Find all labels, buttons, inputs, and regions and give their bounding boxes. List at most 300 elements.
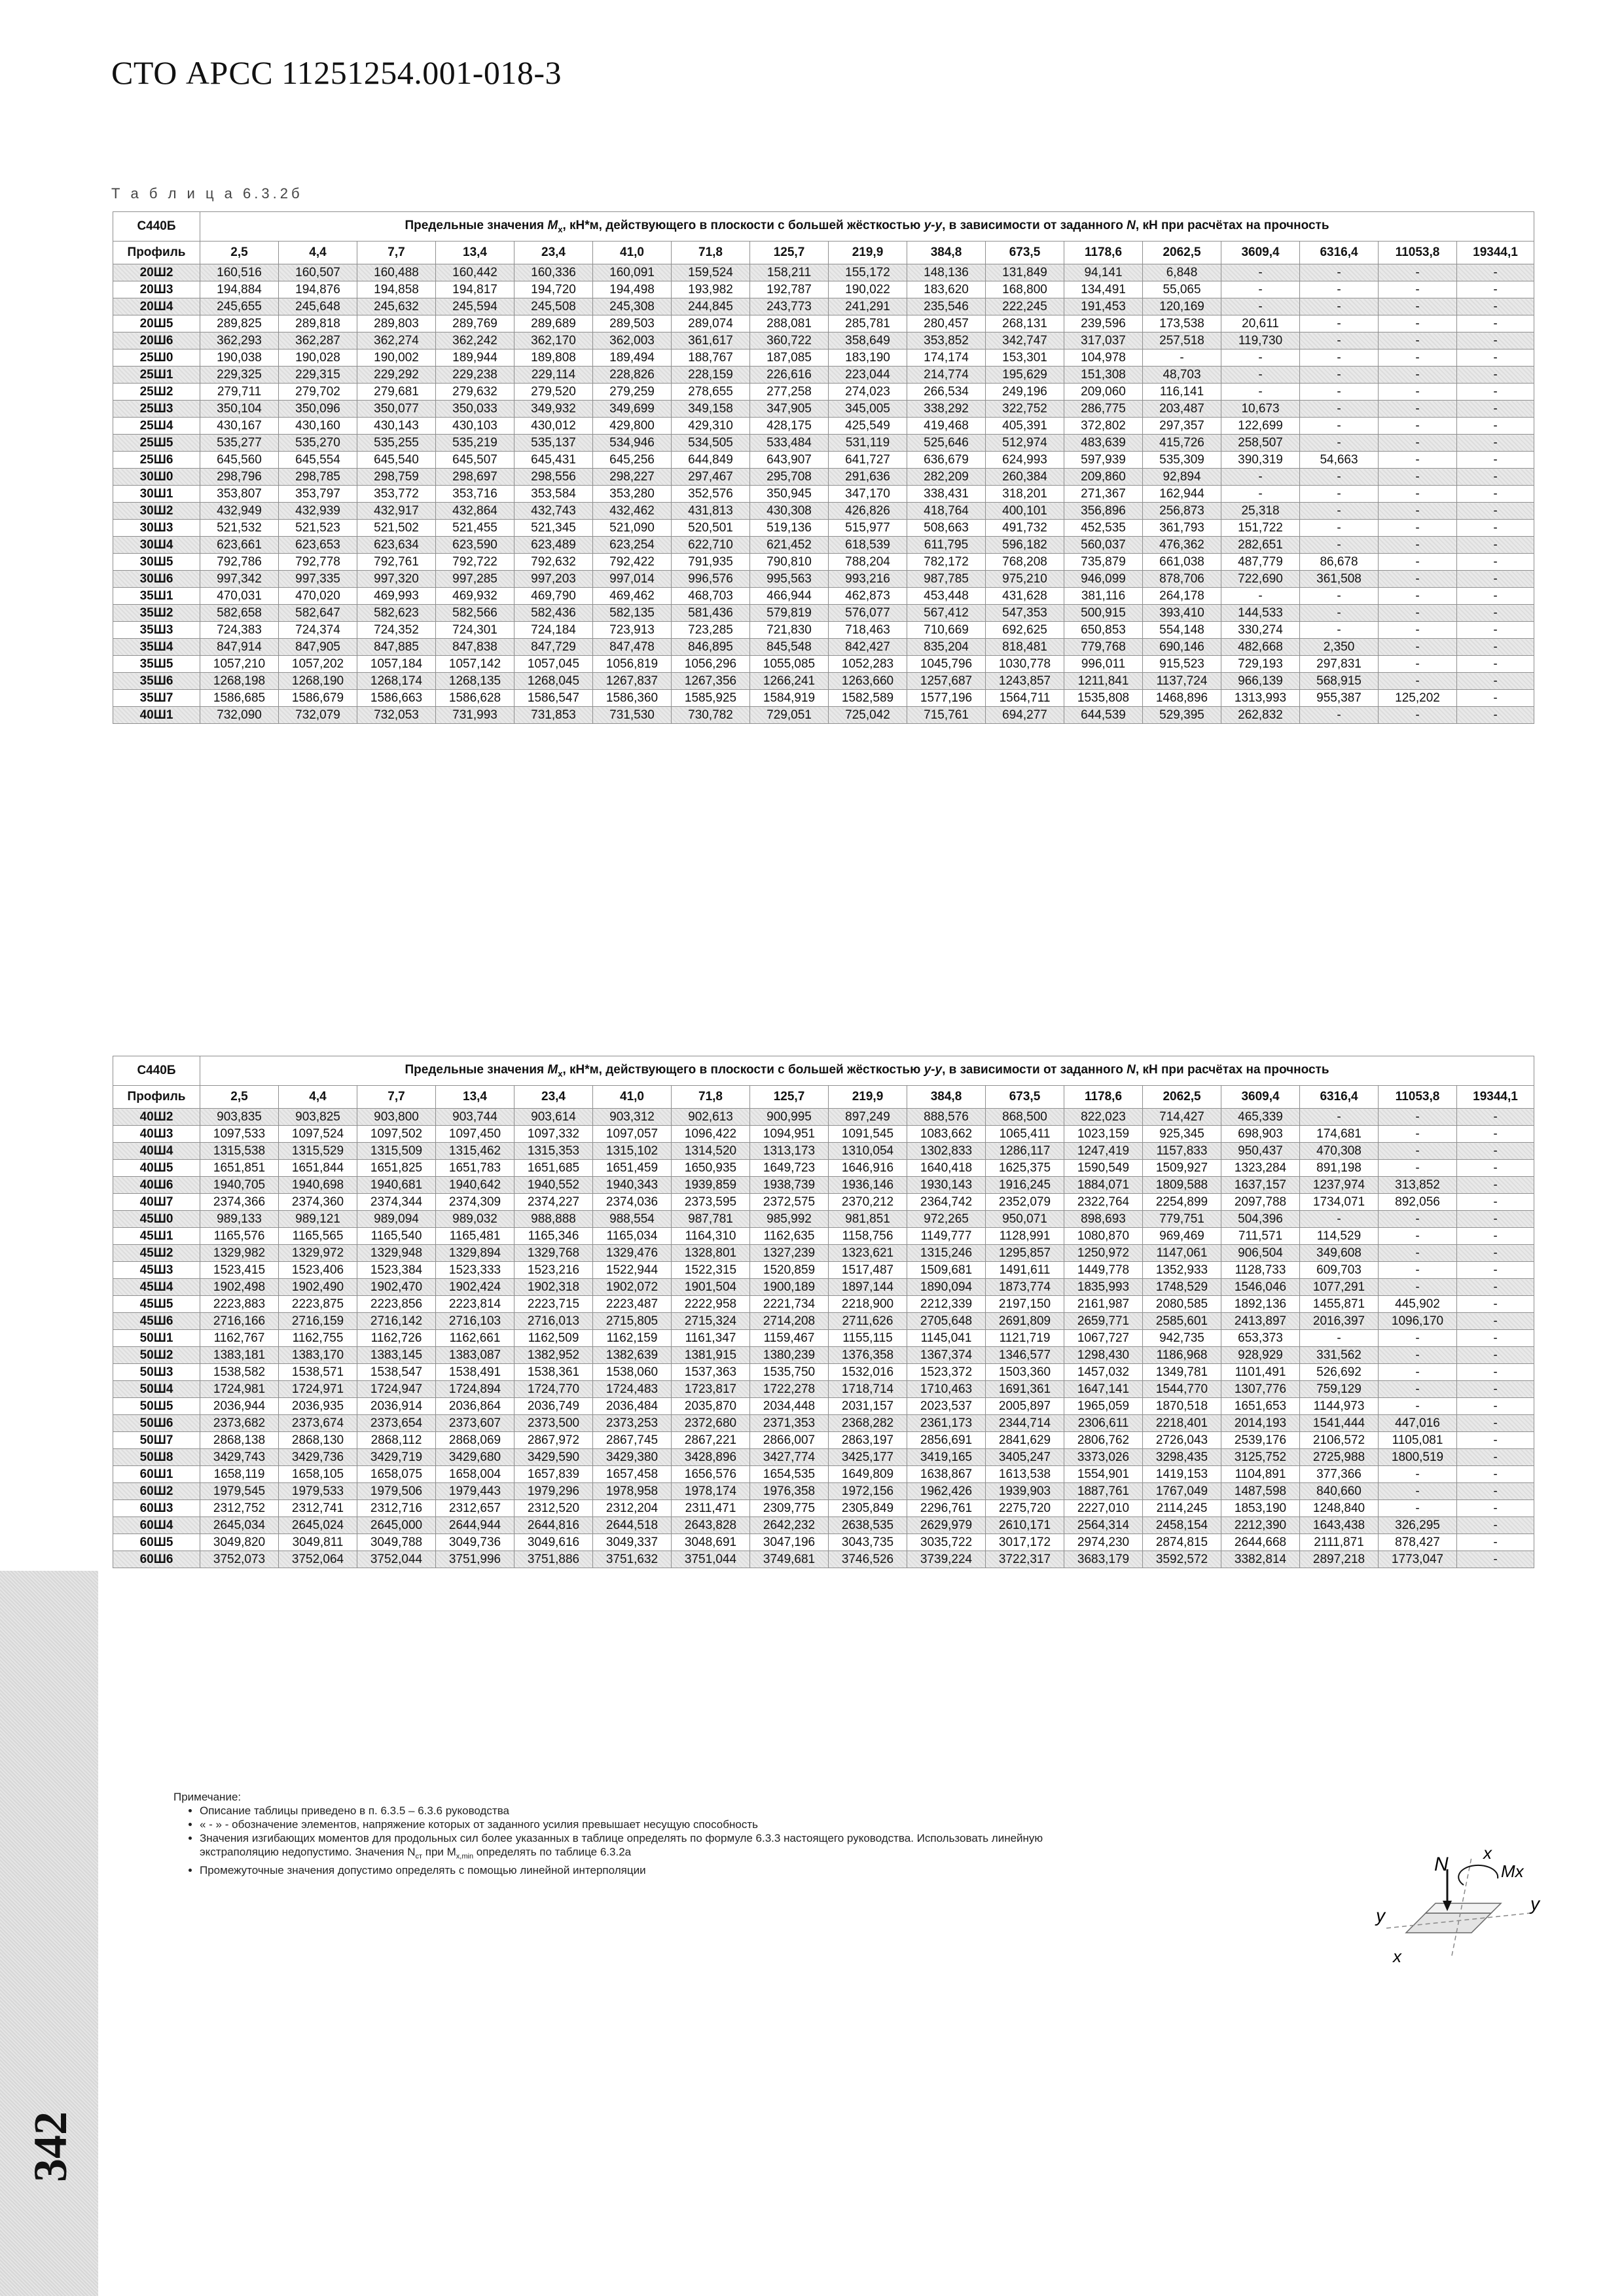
moment-value-cell: 1097,533 xyxy=(200,1126,279,1143)
table-row xyxy=(113,1211,1534,1228)
moment-value-cell: 1165,034 xyxy=(593,1228,672,1245)
table-row xyxy=(113,1500,1534,1517)
table-row xyxy=(113,605,1534,622)
moment-value-cell: 611,795 xyxy=(907,537,986,554)
moment-value-cell: 432,949 xyxy=(200,503,279,520)
moment-value-cell: 2585,601 xyxy=(1143,1313,1221,1330)
moment-value-cell: 291,636 xyxy=(829,469,907,486)
moment-value-cell: 349,699 xyxy=(593,401,672,418)
moment-value-cell: 120,169 xyxy=(1143,298,1221,315)
moment-value-cell: 470,308 xyxy=(1300,1143,1379,1160)
moment-value-cell: 1939,859 xyxy=(672,1177,750,1194)
moment-value-cell: 1161,347 xyxy=(672,1330,750,1347)
moment-value-cell: - xyxy=(1379,571,1457,588)
moment-value-cell: 2305,849 xyxy=(829,1500,907,1517)
moment-value-cell: 280,457 xyxy=(907,315,986,332)
moment-value-cell: 1381,915 xyxy=(672,1347,750,1364)
moment-value-cell: 2036,944 xyxy=(200,1398,279,1415)
moment-value-cell: 1267,356 xyxy=(672,673,750,690)
moment-value-cell: 554,148 xyxy=(1143,622,1221,639)
moment-value-cell: 903,744 xyxy=(436,1109,514,1126)
moment-value-cell: 995,563 xyxy=(750,571,829,588)
moment-value-cell: 426,826 xyxy=(829,503,907,520)
moment-value-cell: 1096,170 xyxy=(1379,1313,1457,1330)
axial-force-column-header: 7,7 xyxy=(357,1086,436,1109)
moment-value-cell: 2642,232 xyxy=(750,1517,829,1534)
moment-value-cell: 3722,317 xyxy=(986,1551,1064,1568)
moment-value-cell: 25,318 xyxy=(1221,503,1300,520)
moment-value-cell: - xyxy=(1221,367,1300,384)
column-header-row xyxy=(113,242,1534,264)
moment-value-cell: 1962,426 xyxy=(907,1483,986,1500)
moment-value-cell: 322,752 xyxy=(986,401,1064,418)
table-row xyxy=(113,537,1534,554)
moment-value-cell: 1890,094 xyxy=(907,1279,986,1296)
moment-value-cell: 1302,833 xyxy=(907,1143,986,1160)
moment-value-cell: - xyxy=(1457,1194,1534,1211)
moment-value-cell: 313,852 xyxy=(1379,1177,1457,1194)
moment-value-cell: 1930,143 xyxy=(907,1177,986,1194)
moment-value-cell: 405,391 xyxy=(986,418,1064,435)
moment-value-cell: - xyxy=(1457,1245,1534,1262)
profile-cell: 35Ш4 xyxy=(113,639,200,656)
moment-value-cell: 229,315 xyxy=(279,367,357,384)
moment-value-cell: 229,238 xyxy=(436,367,514,384)
moment-value-cell: - xyxy=(1379,332,1457,350)
moment-value-cell: 2312,741 xyxy=(279,1500,357,1517)
note-item: • « - » - обозначение элементов, напряжение которых от заданного усилия превышает несущую способность xyxy=(200,1818,1384,1831)
moment-value-cell: 1487,598 xyxy=(1221,1483,1300,1500)
moment-value-cell: 1329,948 xyxy=(357,1245,436,1262)
moment-value-cell: 393,410 xyxy=(1143,605,1221,622)
moment-value-cell: 360,722 xyxy=(750,332,829,350)
axial-force-column-header: 3609,4 xyxy=(1221,1086,1300,1109)
moment-value-cell: 245,308 xyxy=(593,298,672,315)
moment-value-cell: - xyxy=(1457,1211,1534,1228)
moment-value-cell: 2564,314 xyxy=(1064,1517,1143,1534)
moment-value-cell: 1523,406 xyxy=(279,1262,357,1279)
moment-value-cell: 6,848 xyxy=(1143,264,1221,281)
moment-value-cell: 1718,714 xyxy=(829,1381,907,1398)
table-row xyxy=(113,707,1534,724)
moment-value-cell: 415,726 xyxy=(1143,435,1221,452)
moment-value-cell: 1523,372 xyxy=(907,1364,986,1381)
moment-value-cell: 1900,189 xyxy=(750,1279,829,1296)
axial-force-column-header: 1178,6 xyxy=(1064,1086,1143,1109)
moment-value-cell: 729,193 xyxy=(1221,656,1300,673)
profile-cell: 25Ш2 xyxy=(113,384,200,401)
moment-value-cell: 643,907 xyxy=(750,452,829,469)
table-row xyxy=(113,1364,1534,1381)
moment-value-cell: 469,932 xyxy=(436,588,514,605)
axial-force-column-header: 11053,8 xyxy=(1379,1086,1457,1109)
moment-value-cell: 2222,958 xyxy=(672,1296,750,1313)
moment-value-cell: 623,634 xyxy=(357,537,436,554)
moment-value-cell: 987,781 xyxy=(672,1211,750,1228)
moment-value-cell: - xyxy=(1457,639,1534,656)
moment-value-cell: 993,216 xyxy=(829,571,907,588)
profile-cell: 60Ш2 xyxy=(113,1483,200,1500)
profile-cell: 45Ш0 xyxy=(113,1211,200,1228)
moment-value-cell: 1892,136 xyxy=(1221,1296,1300,1313)
moment-value-cell: - xyxy=(1379,452,1457,469)
moment-value-cell: 1710,463 xyxy=(907,1381,986,1398)
moment-value-cell: 338,431 xyxy=(907,486,986,503)
moment-value-cell: 1247,419 xyxy=(1064,1143,1143,1160)
moment-value-cell: 2036,935 xyxy=(279,1398,357,1415)
moment-value-cell: - xyxy=(1457,1347,1534,1364)
profile-cell: 35Ш5 xyxy=(113,656,200,673)
profile-cell: 45Ш3 xyxy=(113,1262,200,1279)
moment-value-cell: 1723,817 xyxy=(672,1381,750,1398)
moment-value-cell: 1586,679 xyxy=(279,690,357,707)
moment-value-cell: - xyxy=(1300,418,1379,435)
profile-cell: 35Ш6 xyxy=(113,673,200,690)
moment-value-cell: 903,800 xyxy=(357,1109,436,1126)
moment-value-cell: 86,678 xyxy=(1300,554,1379,571)
moment-value-cell: 735,879 xyxy=(1064,554,1143,571)
moment-value-cell: 235,546 xyxy=(907,298,986,315)
moment-value-cell: 1329,768 xyxy=(514,1245,593,1262)
moment-value-cell: 997,285 xyxy=(436,571,514,588)
moment-value-cell: 278,655 xyxy=(672,384,750,401)
moment-value-cell: 3049,736 xyxy=(436,1534,514,1551)
moment-value-cell: 950,071 xyxy=(986,1211,1064,1228)
moment-value-cell: - xyxy=(1379,1262,1457,1279)
label-x-top: x xyxy=(1483,1844,1492,1863)
moment-value-cell: - xyxy=(1457,503,1534,520)
moment-value-cell: 722,690 xyxy=(1221,571,1300,588)
moment-value-cell: 878,427 xyxy=(1379,1534,1457,1551)
moment-value-cell: 847,905 xyxy=(279,639,357,656)
moment-value-cell: - xyxy=(1379,401,1457,418)
moment-value-cell: 1237,974 xyxy=(1300,1177,1379,1194)
moment-value-cell: 148,136 xyxy=(907,264,986,281)
moment-value-cell: - xyxy=(1457,622,1534,639)
moment-value-cell: 2716,166 xyxy=(200,1313,279,1330)
moment-value-cell: 1517,487 xyxy=(829,1262,907,1279)
moment-value-cell: 641,727 xyxy=(829,452,907,469)
moment-value-cell: 1097,524 xyxy=(279,1126,357,1143)
moment-value-cell: - xyxy=(1379,298,1457,315)
moment-value-cell: 3373,026 xyxy=(1064,1449,1143,1466)
table-row xyxy=(113,401,1534,418)
moment-value-cell: 622,710 xyxy=(672,537,750,554)
moment-value-cell: 1164,310 xyxy=(672,1228,750,1245)
moment-value-cell: 989,032 xyxy=(436,1211,514,1228)
moment-value-cell: - xyxy=(1457,332,1534,350)
moment-value-cell: 1978,174 xyxy=(672,1483,750,1500)
moment-value-cell: 988,554 xyxy=(593,1211,672,1228)
moment-value-cell: - xyxy=(1457,1364,1534,1381)
moment-value-cell: 1613,538 xyxy=(986,1466,1064,1483)
moment-value-cell: 1902,424 xyxy=(436,1279,514,1296)
moment-value-cell: 260,384 xyxy=(986,469,1064,486)
moment-value-cell: 2897,218 xyxy=(1300,1551,1379,1568)
moment-value-cell: 2005,897 xyxy=(986,1398,1064,1415)
moment-value-cell: 361,793 xyxy=(1143,520,1221,537)
moment-value-cell: - xyxy=(1300,1211,1379,1228)
table-row xyxy=(113,1109,1534,1126)
moment-value-cell: 1748,529 xyxy=(1143,1279,1221,1296)
moment-value-cell: 183,620 xyxy=(907,281,986,298)
moment-value-cell: 1165,576 xyxy=(200,1228,279,1245)
axial-force-column-header: 7,7 xyxy=(357,242,436,264)
moment-value-cell: - xyxy=(1379,1364,1457,1381)
profile-cell: 50Ш4 xyxy=(113,1381,200,1398)
moment-value-cell: 2645,000 xyxy=(357,1517,436,1534)
moment-value-cell: - xyxy=(1379,486,1457,503)
moment-value-cell: 1083,662 xyxy=(907,1126,986,1143)
table-row xyxy=(113,315,1534,332)
moment-value-cell: 946,099 xyxy=(1064,571,1143,588)
moment-value-cell: 298,697 xyxy=(436,469,514,486)
moment-value-cell: 331,562 xyxy=(1300,1347,1379,1364)
moment-value-cell: 996,011 xyxy=(1064,656,1143,673)
moment-value-cell: 289,818 xyxy=(279,315,357,332)
moment-value-cell: 3298,435 xyxy=(1143,1449,1221,1466)
moment-value-cell: 194,817 xyxy=(436,281,514,298)
axial-force-column-header: 41,0 xyxy=(593,1086,672,1109)
moment-value-cell: 289,769 xyxy=(436,315,514,332)
axial-force-column-header: 41,0 xyxy=(593,242,672,264)
moment-value-cell: - xyxy=(1379,350,1457,367)
moment-value-cell: 465,339 xyxy=(1221,1109,1300,1126)
moment-value-cell: 268,131 xyxy=(986,315,1064,332)
moment-value-cell: - xyxy=(1221,384,1300,401)
axial-force-column-header: 4,4 xyxy=(279,1086,357,1109)
moment-value-cell: 1067,727 xyxy=(1064,1330,1143,1347)
moment-value-cell: - xyxy=(1457,1483,1534,1500)
moment-value-cell: - xyxy=(1457,690,1534,707)
table-title: Предельные значения $M_x$, кН*м, действующего в плоскости с большей жёсткостью y-y, в зависимости от заданного N, кН при расчётах на прочность xyxy=(200,1056,1534,1086)
moment-value-cell: 650,853 xyxy=(1064,622,1143,639)
moment-value-cell: 104,978 xyxy=(1064,350,1143,367)
moment-value-cell: 1773,047 xyxy=(1379,1551,1457,1568)
axial-force-column-header: 2,5 xyxy=(200,1086,279,1109)
moment-value-cell: 1979,533 xyxy=(279,1483,357,1500)
moment-value-cell: 1349,781 xyxy=(1143,1364,1221,1381)
note-item: • Описание таблицы приведено в п. 6.3.5 – 6.3.6 руководства xyxy=(200,1804,1384,1818)
moment-value-cell: 997,014 xyxy=(593,571,672,588)
moment-value-cell: 3746,526 xyxy=(829,1551,907,1568)
moment-value-cell: 158,211 xyxy=(750,264,829,281)
moment-value-cell: 1383,170 xyxy=(279,1347,357,1364)
moment-value-cell: 1651,653 xyxy=(1221,1398,1300,1415)
moment-value-cell: 349,158 xyxy=(672,401,750,418)
moment-value-cell: 969,469 xyxy=(1143,1228,1221,1245)
moment-value-cell: 1916,245 xyxy=(986,1177,1064,1194)
moment-value-cell: 1586,360 xyxy=(593,690,672,707)
moment-value-cell: 297,467 xyxy=(672,469,750,486)
moment-value-cell: - xyxy=(1300,469,1379,486)
moment-value-cell: 2868,130 xyxy=(279,1432,357,1449)
moment-value-cell: 1853,190 xyxy=(1221,1500,1300,1517)
moment-value-cell: 2539,176 xyxy=(1221,1432,1300,1449)
moment-value-cell: 515,977 xyxy=(829,520,907,537)
moment-value-cell: 160,488 xyxy=(357,264,436,281)
moment-value-cell: 847,838 xyxy=(436,639,514,656)
moment-value-cell: 244,845 xyxy=(672,298,750,315)
moment-value-cell: 1097,057 xyxy=(593,1126,672,1143)
moment-value-cell: 288,081 xyxy=(750,315,829,332)
profile-cell: 25Ш1 xyxy=(113,367,200,384)
moment-value-cell: 3428,896 xyxy=(672,1449,750,1466)
moment-value-cell: 1520,859 xyxy=(750,1262,829,1279)
moment-value-cell: 534,946 xyxy=(593,435,672,452)
moment-value-cell: 618,539 xyxy=(829,537,907,554)
moment-value-cell: 710,669 xyxy=(907,622,986,639)
moment-value-cell: 721,830 xyxy=(750,622,829,639)
moment-value-cell: 1030,778 xyxy=(986,656,1064,673)
moment-value-cell: 1162,509 xyxy=(514,1330,593,1347)
moment-value-cell: 1329,894 xyxy=(436,1245,514,1262)
profile-cell: 25Ш6 xyxy=(113,452,200,469)
profile-cell: 40Ш5 xyxy=(113,1160,200,1177)
moment-value-cell: - xyxy=(1379,639,1457,656)
moment-value-cell: - xyxy=(1300,503,1379,520)
table-row xyxy=(113,1126,1534,1143)
profile-cell: 40Ш7 xyxy=(113,1194,200,1211)
moment-value-cell: 2161,987 xyxy=(1064,1296,1143,1313)
moment-value-cell: 731,530 xyxy=(593,707,672,724)
moment-value-cell: 429,800 xyxy=(593,418,672,435)
profile-column-header: Профиль xyxy=(113,242,200,264)
moment-value-cell: 1376,358 xyxy=(829,1347,907,1364)
moment-value-cell: - xyxy=(1457,469,1534,486)
moment-value-cell: 1352,933 xyxy=(1143,1262,1221,1279)
moment-value-cell: - xyxy=(1457,435,1534,452)
axial-force-column-header: 19344,1 xyxy=(1457,242,1534,264)
moment-value-cell: 842,427 xyxy=(829,639,907,656)
moment-value-cell: 2867,972 xyxy=(514,1432,593,1449)
moment-value-cell: 2705,648 xyxy=(907,1313,986,1330)
moment-value-cell: 187,085 xyxy=(750,350,829,367)
table-row xyxy=(113,1347,1534,1364)
moment-value-cell: 846,895 xyxy=(672,639,750,656)
moment-value-cell: 432,939 xyxy=(279,503,357,520)
profile-column-header: Профиль xyxy=(113,1086,200,1109)
moment-value-cell: 840,660 xyxy=(1300,1483,1379,1500)
moment-value-cell: - xyxy=(1457,1466,1534,1483)
table-row xyxy=(113,435,1534,452)
moment-value-cell: 835,204 xyxy=(907,639,986,656)
moment-value-cell: 298,556 xyxy=(514,469,593,486)
moment-value-cell: 2322,764 xyxy=(1064,1194,1143,1211)
notes-heading: Примечание: xyxy=(173,1791,242,1803)
moment-value-cell: 245,632 xyxy=(357,298,436,315)
moment-value-cell: - xyxy=(1379,1126,1457,1143)
moment-value-cell: 724,383 xyxy=(200,622,279,639)
moment-value-cell: 732,053 xyxy=(357,707,436,724)
profile-cell: 60Ш4 xyxy=(113,1517,200,1534)
moment-value-cell: 183,190 xyxy=(829,350,907,367)
moment-value-cell: 3429,680 xyxy=(436,1449,514,1466)
table-row xyxy=(113,486,1534,503)
moment-value-cell: 3429,736 xyxy=(279,1449,357,1466)
moment-value-cell: 279,681 xyxy=(357,384,436,401)
moment-value-cell: 1767,049 xyxy=(1143,1483,1221,1500)
moment-value-cell: 2856,691 xyxy=(907,1432,986,1449)
profile-cell: 20Ш5 xyxy=(113,315,200,332)
moment-value-cell: - xyxy=(1300,332,1379,350)
moment-value-cell: 2374,309 xyxy=(436,1194,514,1211)
profile-cell: 35Ш2 xyxy=(113,605,200,622)
moment-value-cell: 2645,034 xyxy=(200,1517,279,1534)
moment-value-cell: 597,939 xyxy=(1064,452,1143,469)
moment-value-cell: 981,851 xyxy=(829,1211,907,1228)
moment-value-cell: 1329,982 xyxy=(200,1245,279,1262)
moment-value-cell: 2036,484 xyxy=(593,1398,672,1415)
moment-value-cell: 160,507 xyxy=(279,264,357,281)
label-n: N xyxy=(1434,1854,1449,1875)
moment-value-cell: - xyxy=(1300,298,1379,315)
moment-value-cell: 2296,761 xyxy=(907,1500,986,1517)
moment-value-cell: 222,245 xyxy=(986,298,1064,315)
profile-cell: 20Ш4 xyxy=(113,298,200,315)
moment-value-cell: 2373,595 xyxy=(672,1194,750,1211)
moment-value-cell: 1315,102 xyxy=(593,1143,672,1160)
moment-value-cell: 160,091 xyxy=(593,264,672,281)
moment-value-cell: 1268,135 xyxy=(436,673,514,690)
moment-value-cell: 430,308 xyxy=(750,503,829,520)
table-row xyxy=(113,639,1534,656)
moment-value-cell: 724,301 xyxy=(436,622,514,639)
axial-force-column-header: 1178,6 xyxy=(1064,242,1143,264)
profile-cell: 50Ш5 xyxy=(113,1398,200,1415)
moment-value-cell: 430,012 xyxy=(514,418,593,435)
moment-value-cell: 1315,246 xyxy=(907,1245,986,1262)
moment-value-cell: 2275,720 xyxy=(986,1500,1064,1517)
moment-value-cell: 1165,481 xyxy=(436,1228,514,1245)
moment-value-cell: 582,647 xyxy=(279,605,357,622)
moment-value-cell: - xyxy=(1379,1347,1457,1364)
moment-value-cell: 2373,654 xyxy=(357,1415,436,1432)
moment-value-cell: 2212,339 xyxy=(907,1296,986,1313)
moment-value-cell: 469,993 xyxy=(357,588,436,605)
moment-value-cell: 903,825 xyxy=(279,1109,357,1126)
moment-value-cell: - xyxy=(1457,264,1534,281)
moment-value-cell: 2223,875 xyxy=(279,1296,357,1313)
moment-value-cell: 1162,767 xyxy=(200,1330,279,1347)
moment-value-cell: 3382,814 xyxy=(1221,1551,1300,1568)
moment-value-cell: - xyxy=(1221,588,1300,605)
moment-value-cell: 1691,361 xyxy=(986,1381,1064,1398)
moment-value-cell: - xyxy=(1379,1483,1457,1500)
moment-value-cell: 258,507 xyxy=(1221,435,1300,452)
moment-value-cell: 1650,935 xyxy=(672,1160,750,1177)
moment-value-cell: 362,293 xyxy=(200,332,279,350)
moment-value-cell: 891,198 xyxy=(1300,1160,1379,1177)
moment-value-cell: 419,468 xyxy=(907,418,986,435)
moment-value-cell: 1625,375 xyxy=(986,1160,1064,1177)
table-row xyxy=(113,1517,1534,1534)
moment-value-cell: - xyxy=(1221,281,1300,298)
moment-value-cell: 160,442 xyxy=(436,264,514,281)
moment-value-cell: - xyxy=(1379,1245,1457,1262)
moment-value-cell: 1887,761 xyxy=(1064,1483,1143,1500)
moment-value-cell: 155,172 xyxy=(829,264,907,281)
moment-value-cell: 596,182 xyxy=(986,537,1064,554)
table-row xyxy=(113,554,1534,571)
notes-list xyxy=(173,1804,1384,1877)
moment-value-cell: 3035,722 xyxy=(907,1534,986,1551)
moment-value-cell: - xyxy=(1300,486,1379,503)
moment-value-cell: - xyxy=(1457,1551,1534,1568)
moment-value-cell: 94,141 xyxy=(1064,264,1143,281)
moment-value-cell: 2874,815 xyxy=(1143,1534,1221,1551)
moment-value-cell: 535,219 xyxy=(436,435,514,452)
